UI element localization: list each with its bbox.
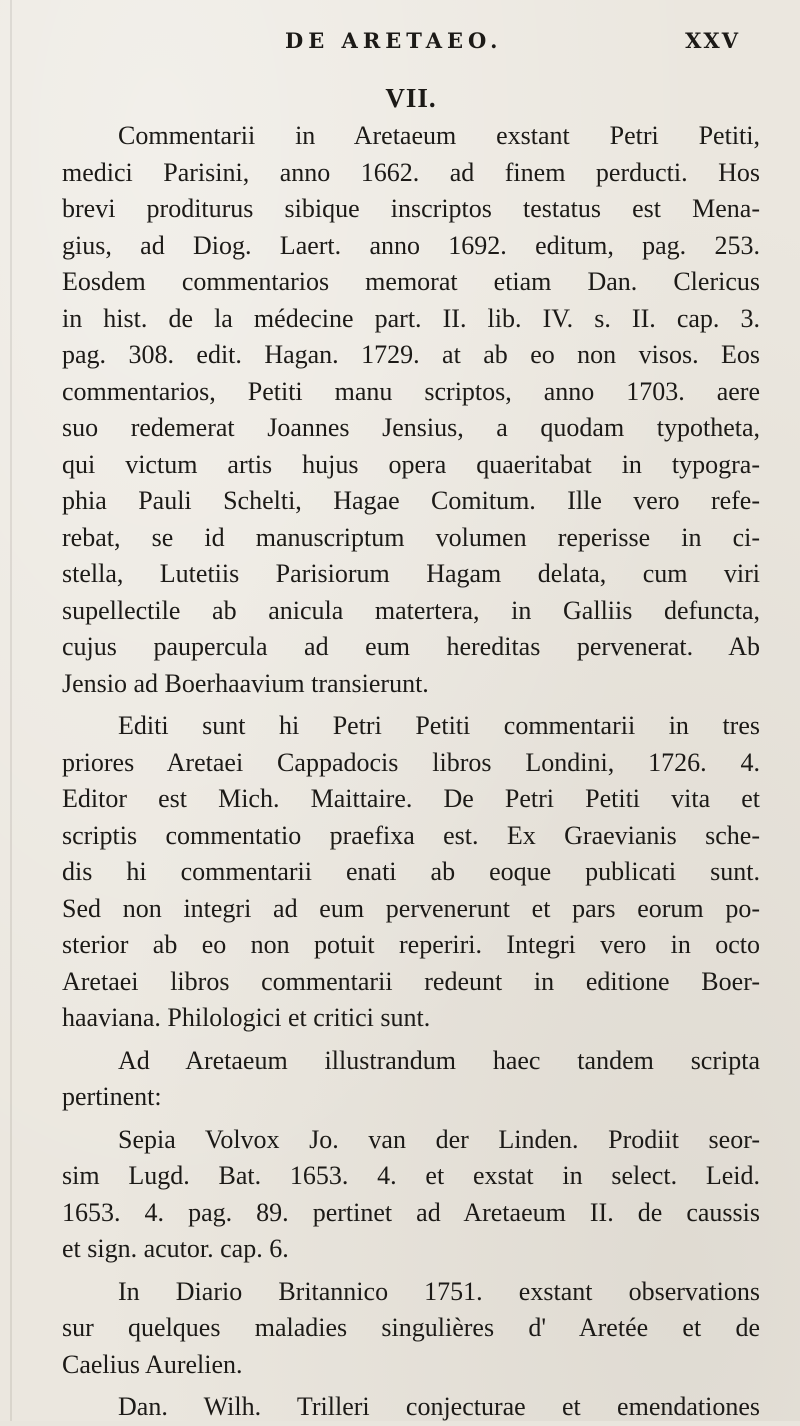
text-line: Aretaei libros commentarii redeunt in editione Boer- [62,966,760,996]
page-header [60,22,750,62]
text-line: Sed non integri ad eum pervenerunt et pars eorum po- [62,893,760,923]
text-line: Sepia Volvox Jo. van der Linden. Prodiit seor- [118,1124,760,1154]
text-line: phia Pauli Schelti, Hagae Comitum. Ille vero refe- [62,486,760,515]
text-line: sim Lugd. Bat. 1653. 4. et exstat in select. Leid. [62,1161,760,1190]
text-line: Eosdem commentarios memorat etiam Dan. Clericus [62,267,760,296]
section-heading: VII. [385,83,437,113]
text-line: suo redemerat Joannes Jensius, a quodam typotheta, [62,413,760,442]
paragraph-trilleri [62,1389,760,1426]
text-line: gius, ad Diog. Laert. anno 1692. editum, pag. 253. [62,230,760,260]
text-line: scriptis commentatio praefixa est. Ex Graevianis sche- [62,820,760,850]
text-line: haaviana. Philologici et critici sunt. [62,1003,431,1032]
text-line: Jensio ad Boerhaavium transierunt. [62,668,429,698]
text-line: Caelius Aurelien. [62,1349,243,1379]
text-line: rebat, se id manuscriptum volumen reperisse in ci- [62,522,760,552]
text-line: sterior ab eo non potuit reperiri. Integri vero in octo [62,930,760,959]
text-line: cujus paupercula ad eum hereditas pervenerat. Ab [62,632,760,661]
page-gutter-edge [10,0,12,1421]
page-number: XXV [685,28,740,53]
running-title: DE ARETAEO. [285,28,503,53]
text-line: qui victum artis hujus opera quaeritabat in typogra- [62,449,760,479]
text-line: et sign. acutor. cap. 6. [62,1234,289,1263]
text-line: priores Aretaei Cappadocis libros Londini, 1726. 4. [62,747,760,777]
text-line: supellectile ab anicula matertera, in Galliis defuncta, [62,595,760,625]
text-line: Editor est Mich. Maittaire. De Petri Petiti vita et [62,784,760,813]
paragraph-commentarii-petiti [62,118,760,702]
text-line: medici Parisini, anno 1662. ad finem perducti. Hos [62,157,760,187]
text-line: Ad Aretaeum illustrandum haec tandem scripta [118,1045,760,1075]
text-line: stella, Lutetiis Parisiorum Hagam delata, cum viri [62,559,760,588]
paragraph-sepia-volvox [62,1122,760,1268]
text-line: commentarios, Petiti manu scriptos, anno 1703. aere [62,376,760,406]
text-line: pertinent: [62,1082,162,1111]
text-line: Editi sunt hi Petri Petiti commentarii in tres [118,711,760,740]
text-line: In Diario Britannico 1751. exstant observations [118,1276,760,1306]
paragraph-diario-britannico [62,1274,760,1384]
text-line: dis hi commentarii enati ab eoque publicati sunt. [62,857,760,886]
paragraph-ad-aretaeum [62,1043,760,1116]
text-line: Commentarii in Aretaeum exstant Petri Petiti, [118,121,760,150]
text-line: sur quelques maladies singulières d' Aretée et de [62,1313,760,1342]
text-line: in hist. de la médecine part. II. lib. IV. s. II. cap. 3. [62,303,760,333]
text-line: 1653. 4. pag. 89. pertinet ad Aretaeum II. de caussis [62,1197,760,1227]
text-line: pag. 308. edit. Hagan. 1729. at ab eo non visos. Eos [62,340,760,369]
body-text [62,78,760,1426]
text-line: brevi proditurus sibique inscriptos testatus est Mena- [62,194,760,223]
text-line: Dan. Wilh. Trilleri conjecturae et emendationes [118,1392,760,1421]
paragraph-editi-sunt [62,708,760,1037]
